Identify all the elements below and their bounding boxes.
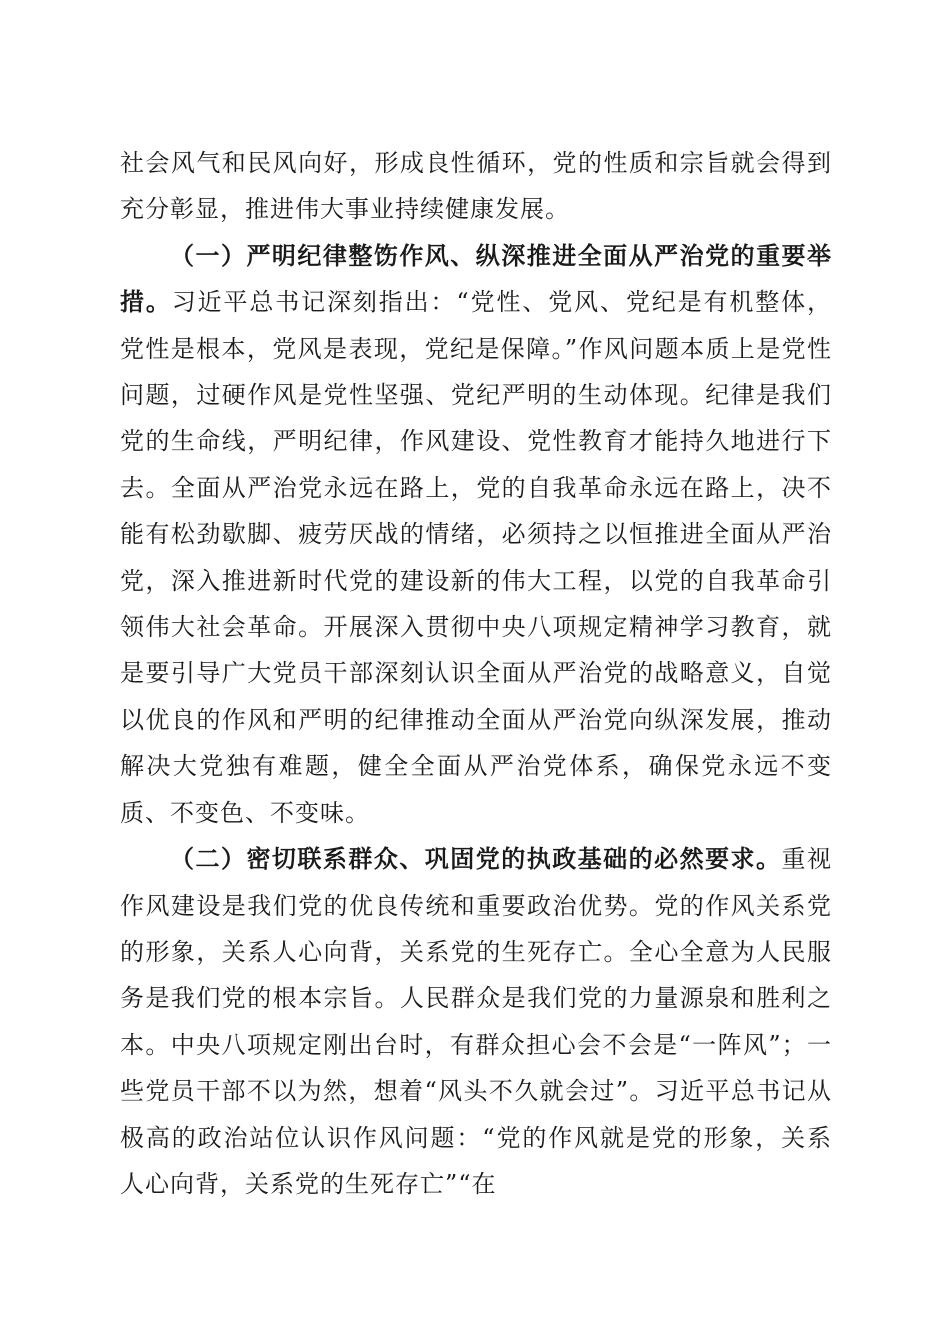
paragraph-section-one [120, 233, 832, 836]
paragraph-body: 重视作风建设是我们党的优良传统和重要政治优势。党的作风关系党的形象，关系人心向背，关系党的生死存亡。全心全意为人民服务是我们党的根本宗旨。人民群众是我们党的力量源泉和胜利之本。中央八项规定刚出台时，有群众担心会不会是“一阵风”；一些党员干部不以为然，想着“风头不久就会过”。习近平总书记从极高的政治站位认识作风问题：“党的作风就是党的形象，关系人心向背，关系党的生死存亡”“在 [120, 845, 833, 1198]
paragraph-body: 社会风气和民风向好，形成良性循环，党的性质和宗旨就会得到充分彰显，推进伟大事业持续健康发展。 [120, 149, 832, 224]
paragraph-body: 习近平总书记深刻指出：“党性、党风、党纪是有机整体，党性是根本，党风是表现，党纪是保障。”作风问题本质上是党性问题，过硬作风是党性坚强、党纪严明的生动体现。纪律是我们党的生命线，严明纪律，作风建设、党性教育才能持久地进行下去。全面从严治党永远在路上，党的自我革命永远在路上，决不能有松劲歇脚、疲劳厌战的情绪，必须持之以恒推进全面从严治党，深入推进新时代党的建设新的伟大工程，以党的自我革命引领伟大社会革命。开展深入贯彻中央八项规定精神学习教育，就是要引导广大党员干部深刻认识全面从严治党的战略意义，自觉以优良的作风和严明的纪律推动全面从严治党向纵深发展，推动解决大党独有难题，健全全面从严治党体系，确保党永远不变质、不变色、不变味。 [120, 288, 832, 827]
document-body [120, 140, 832, 1207]
paragraph-continuation [120, 140, 832, 233]
section-heading: （一）严明纪律整饬作风、纵深推进全面从严治党的重要举措。 [120, 240, 832, 317]
section-heading: （二）密切联系群众、巩固党的执政基础的必然要求。 [170, 844, 782, 874]
paragraph-section-two [120, 836, 832, 1207]
